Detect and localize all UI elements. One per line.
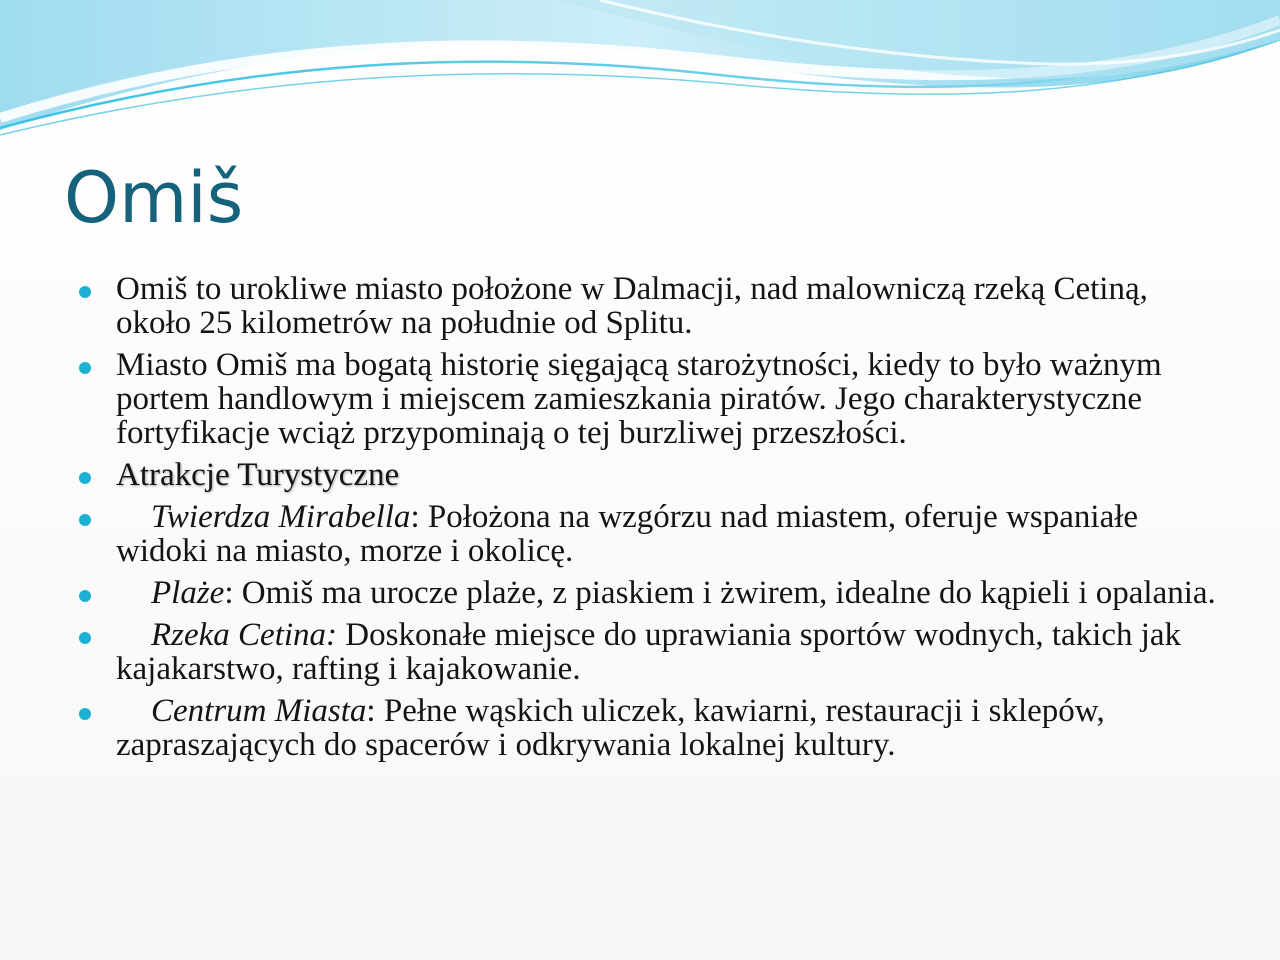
attraction-description: : Omiš ma urocze plaże, z piaskiem i żwirem, idealne do kąpieli i opalania. xyxy=(224,575,1216,611)
bullet-text: Miasto Omiš ma bogatą historię sięgającą starożytności, kiedy to było ważnym portem handlowym i miejscem zamieszkania piratów. Jego charakterystyczne fortyfikacje wciąż przypominają o tej burzliwej przeszłości. xyxy=(116,347,1162,451)
bullet-icon xyxy=(79,472,91,484)
attraction-term: Rzeka Cetina: xyxy=(151,617,338,653)
attraction-term: Plaże xyxy=(151,575,225,611)
list-item xyxy=(76,694,1226,762)
list-item xyxy=(76,272,1226,340)
bullet-icon xyxy=(79,632,91,644)
bullet-list xyxy=(76,272,1226,770)
bullet-text: Omiš to urokliwe miasto położone w Dalmacji, nad malowniczą rzeką Cetiną, około 25 kilometrów na południe od Splitu. xyxy=(116,271,1148,341)
bullet-icon xyxy=(79,514,91,526)
attraction-description: Doskonałe miejsce do uprawiania sportów wodnych, takich jak kajakarstwo, rafting i kajakowanie. xyxy=(116,617,1182,687)
section-heading: Atrakcje Turystyczne xyxy=(116,457,400,493)
attraction-description: : Pełne wąskich uliczek, kawiarni, restauracji i sklepów, zapraszających do spacerów i odkrywania lokalnej kultury. xyxy=(116,693,1105,763)
list-item xyxy=(76,576,1226,610)
bullet-icon xyxy=(79,708,91,720)
header-wave-decoration xyxy=(0,0,1280,160)
list-item xyxy=(76,500,1226,568)
list-item xyxy=(76,618,1226,686)
list-item xyxy=(76,458,1226,492)
bullet-icon xyxy=(79,590,91,602)
list-item xyxy=(76,348,1226,450)
slide-title: Omiš xyxy=(64,157,244,239)
attraction-term: Twierdza Mirabella xyxy=(151,499,411,535)
attraction-term: Centrum Miasta xyxy=(151,693,367,729)
bullet-icon xyxy=(79,286,91,298)
bullet-icon xyxy=(79,362,91,374)
attraction-description: : Położona na wzgórzu nad miastem, oferuje wspaniałe widoki na miasto, morze i okolicę. xyxy=(116,499,1139,569)
